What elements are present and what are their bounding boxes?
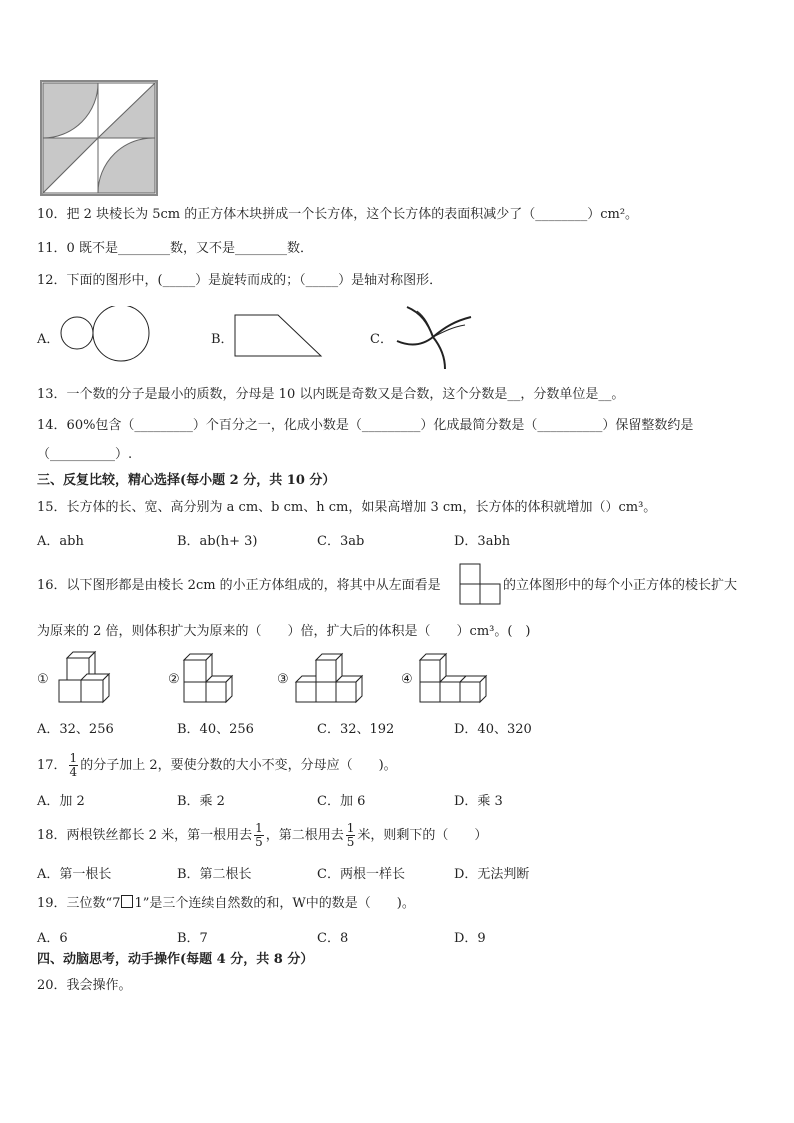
q18-option-d: D．无法判断 <box>454 867 530 882</box>
figure-3-label: ③ <box>277 672 289 687</box>
q18-fraction-2-numerator: 1 <box>346 821 355 835</box>
q17-prefix: 17． <box>37 758 67 773</box>
question-19 <box>37 895 415 913</box>
q18-fraction-2-denominator: 5 <box>346 835 355 849</box>
q12-option-a-label: A． <box>37 332 60 347</box>
question-14-line-2: （__________）. <box>37 447 133 462</box>
q16-option-b: B．40、256 <box>177 722 254 737</box>
q15-option-c: C．3ab <box>317 534 365 549</box>
q15-option-a: A．abh <box>37 534 84 549</box>
q18-part-2: ，第二根用去 <box>265 828 344 843</box>
q18-option-a: A．第一根长 <box>37 867 112 882</box>
question-17 <box>37 752 397 779</box>
q17-fraction-denominator: 4 <box>69 765 78 779</box>
question-14-line-1: 14．60%包含（_________）个百分之一，化成小数是（_________）化成最简分数是（__________）保留整数约是 <box>37 418 694 433</box>
section-4-heading: 四、动脑思考，动手操作(每题 4 分，共 8 分） <box>37 952 314 967</box>
cube-stack-figure-4 <box>416 650 500 706</box>
q12-option-c-label: C． <box>370 332 393 347</box>
q19-part-1: 19．三位数“7 <box>37 896 121 911</box>
pinwheel-square-figure <box>40 80 158 196</box>
question-16-part-2: 的立体图形中的每个小正方体的棱长扩大 <box>503 578 738 593</box>
q19-part-2: 1”是三个连续自然数的和，W中的数是（ )。 <box>134 896 415 911</box>
question-16-part-1: 16．以下图形都是由棱长 2cm 的小正方体组成的，将其中从左面看是 <box>37 578 441 593</box>
q19-option-d: D．9 <box>454 931 486 946</box>
q18-fraction-1-numerator: 1 <box>255 821 263 835</box>
q15-option-b: B．ab(h+ 3) <box>177 534 258 549</box>
two-circles-figure <box>60 306 152 362</box>
q17-suffix: 的分子加上 2，要使分数的大小不变，分母应（ )。 <box>80 758 397 773</box>
q16-option-a: A．32、256 <box>37 722 114 737</box>
q17-fraction <box>69 752 79 779</box>
question-13: 13．一个数的分子是最小的质数，分母是 10 以内既是奇数又是合数，这个分数是__，分数单位是__。 <box>37 387 625 402</box>
q18-fraction-1-denominator: 5 <box>255 835 263 849</box>
figure-2-label: ② <box>168 672 180 687</box>
question-10: 10．把 2 块棱长为 5cm 的正方体木块拼成一个长方体，这个长方体的表面积减少了（________）cm²。 <box>37 207 639 222</box>
cube-stack-figure-2 <box>180 650 236 706</box>
q12-option-b-label: B． <box>211 332 234 347</box>
q17-fraction-numerator: 1 <box>69 751 78 765</box>
q18-fraction-2 <box>346 822 356 849</box>
q18-fraction-1 <box>254 822 264 849</box>
q15-option-d: D．3abh <box>454 534 511 549</box>
q19-option-b: B．7 <box>177 931 208 946</box>
question-15: 15．长方体的长、宽、高分别为 a cm、b cm、h cm，如果高增加 3 cm，长方体的体积就增加（）cm³。 <box>37 500 657 515</box>
figure-1-label: ① <box>37 672 49 687</box>
q18-part-3: 米，则剩下的（ ） <box>357 828 488 843</box>
question-16-line-2: 为原来的 2 倍，则体积扩大为原来的（ ）倍，扩大后的体积是（ ）cm³。( ) <box>37 624 531 639</box>
cube-stack-figure-3 <box>292 650 368 706</box>
left-view-figure <box>459 563 503 607</box>
figure-4-label: ④ <box>401 672 413 687</box>
trapezoid-figure <box>233 313 325 359</box>
question-20: 20．我会操作。 <box>37 978 132 993</box>
q19-option-a: A．6 <box>37 931 68 946</box>
q16-option-d: D．40、320 <box>454 722 532 737</box>
section-3-heading: 三、反复比较，精心选择(每小题 2 分，共 10 分） <box>37 473 336 488</box>
q17-option-d: D．乘 3 <box>454 794 503 809</box>
q17-option-b: B．乘 2 <box>177 794 225 809</box>
q17-option-c: C．加 6 <box>317 794 366 809</box>
rotated-petals-figure <box>393 303 475 373</box>
cube-stack-figure-1 <box>55 648 115 706</box>
question-18 <box>37 822 487 849</box>
question-12: 12．下面的图形中，(_____）是旋转而成的；（_____）是轴对称图形． <box>37 273 443 288</box>
q18-option-c: C．两根一样长 <box>317 867 405 882</box>
q18-option-b: B．第二根长 <box>177 867 252 882</box>
q16-option-c: C．32、192 <box>317 722 395 737</box>
q19-option-c: C．8 <box>317 931 349 946</box>
q18-part-1: 18．两根铁丝都长 2 米，第一根用去 <box>37 828 253 843</box>
question-11: 11．0 既不是________数，又不是________数． <box>37 241 313 256</box>
blank-digit-box <box>121 895 133 908</box>
q17-option-a: A．加 2 <box>37 794 85 809</box>
